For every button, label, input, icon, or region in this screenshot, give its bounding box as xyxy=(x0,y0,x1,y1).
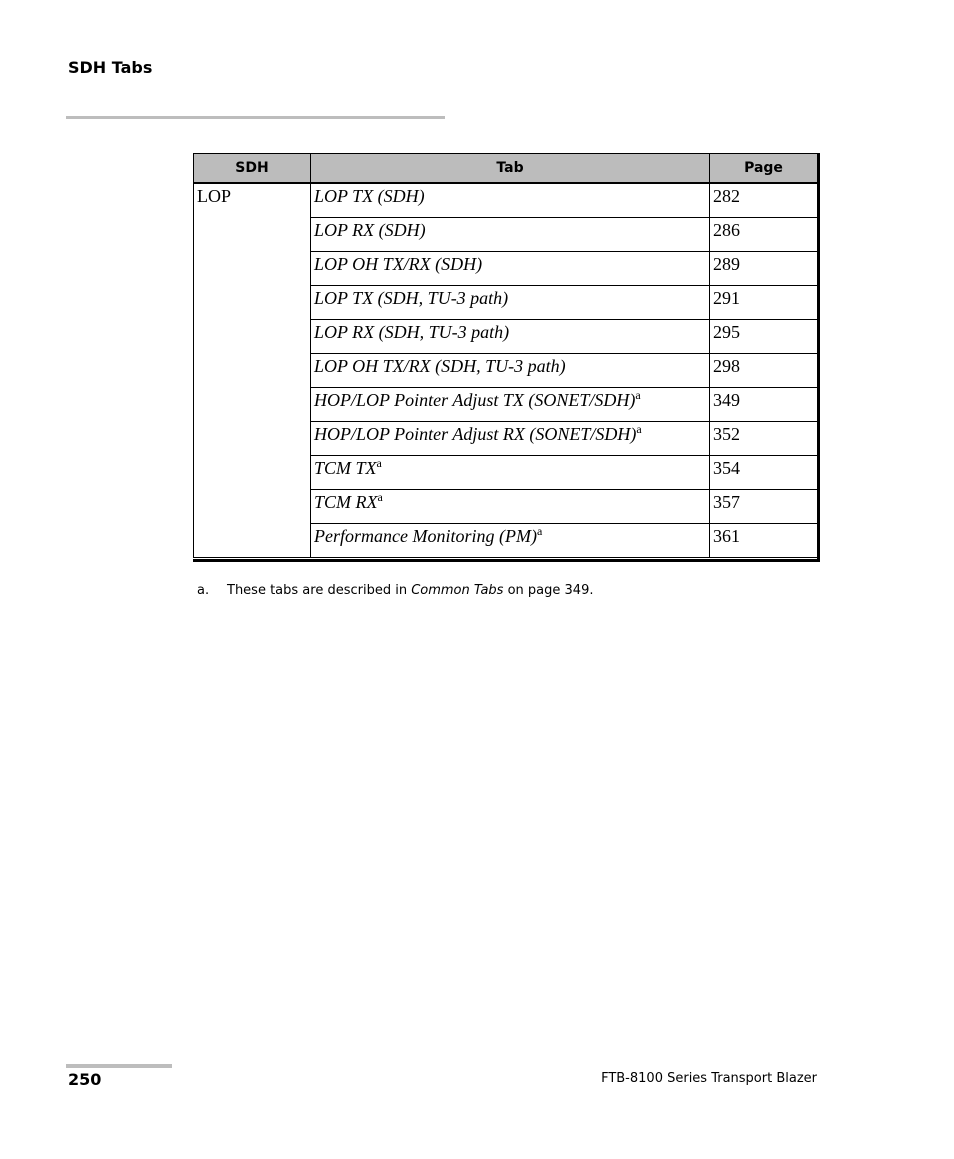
tab-cell xyxy=(311,320,710,354)
page-cell: 298 xyxy=(710,354,818,388)
header-tab: Tab xyxy=(311,154,710,184)
page-cell: 291 xyxy=(710,286,818,320)
table-header-row xyxy=(194,154,818,184)
sdh-tabs-table xyxy=(193,153,818,558)
table-row xyxy=(194,183,818,218)
tab-cell xyxy=(311,490,710,524)
page-cell: 295 xyxy=(710,320,818,354)
footnote-ref: a xyxy=(636,422,642,436)
footnote-text-after: on page 349. xyxy=(503,583,594,598)
tab-name: HOP/LOP Pointer Adjust RX (SONET/SDH) xyxy=(314,424,637,444)
footnote-ref: a xyxy=(376,456,382,470)
tab-name: LOP OH TX/RX (SDH, TU-3 path) xyxy=(314,356,566,376)
table-shadow-bottom xyxy=(193,559,820,562)
tab-cell xyxy=(311,218,710,252)
tab-cell xyxy=(311,422,710,456)
footnote xyxy=(197,583,593,598)
tab-cell xyxy=(311,252,710,286)
page-cell: 352 xyxy=(710,422,818,456)
footnote-ref: a xyxy=(635,388,641,402)
tab-name: HOP/LOP Pointer Adjust TX (SONET/SDH) xyxy=(314,390,636,410)
tab-name: LOP OH TX/RX (SDH) xyxy=(314,254,483,274)
page-cell: 354 xyxy=(710,456,818,490)
tab-cell xyxy=(311,354,710,388)
sdh-group-cell: LOP xyxy=(194,183,311,558)
tab-name: LOP RX (SDH, TU-3 path) xyxy=(314,322,510,342)
page-cell: 289 xyxy=(710,252,818,286)
tab-cell xyxy=(311,456,710,490)
footnote-link-common-tabs[interactable]: Common Tabs xyxy=(411,583,504,598)
sdh-tabs-table-frame xyxy=(193,153,820,562)
document-title: FTB-8100 Series Transport Blazer xyxy=(601,1071,817,1086)
page-cell: 361 xyxy=(710,524,818,558)
table-shadow-right xyxy=(817,153,820,562)
footnote-text-before: These tabs are described in xyxy=(227,583,412,598)
page-cell: 349 xyxy=(710,388,818,422)
footnote-ref: a xyxy=(377,490,383,504)
header-page: Page xyxy=(710,154,818,184)
tab-cell xyxy=(311,183,710,218)
tab-name: Performance Monitoring (PM) xyxy=(314,526,537,546)
tab-cell xyxy=(311,388,710,422)
page-number: 250 xyxy=(68,1070,102,1089)
page-cell: 282 xyxy=(710,183,818,218)
heading-rule xyxy=(66,116,445,119)
header-sdh: SDH xyxy=(194,154,311,184)
tab-name: TCM TX xyxy=(314,458,377,478)
page-cell: 357 xyxy=(710,490,818,524)
tab-name: LOP TX (SDH, TU-3 path) xyxy=(314,288,509,308)
tab-name: LOP RX (SDH) xyxy=(314,220,426,240)
page-cell: 286 xyxy=(710,218,818,252)
tab-cell xyxy=(311,524,710,558)
footnote-ref: a xyxy=(536,524,543,538)
footer-rule xyxy=(66,1064,172,1068)
tab-name: LOP TX (SDH) xyxy=(314,186,425,206)
section-heading: SDH Tabs xyxy=(68,58,153,77)
tab-name: TCM RX xyxy=(314,492,378,512)
table-body xyxy=(194,183,818,558)
footnote-mark: a. xyxy=(197,583,210,598)
tab-cell xyxy=(311,286,710,320)
